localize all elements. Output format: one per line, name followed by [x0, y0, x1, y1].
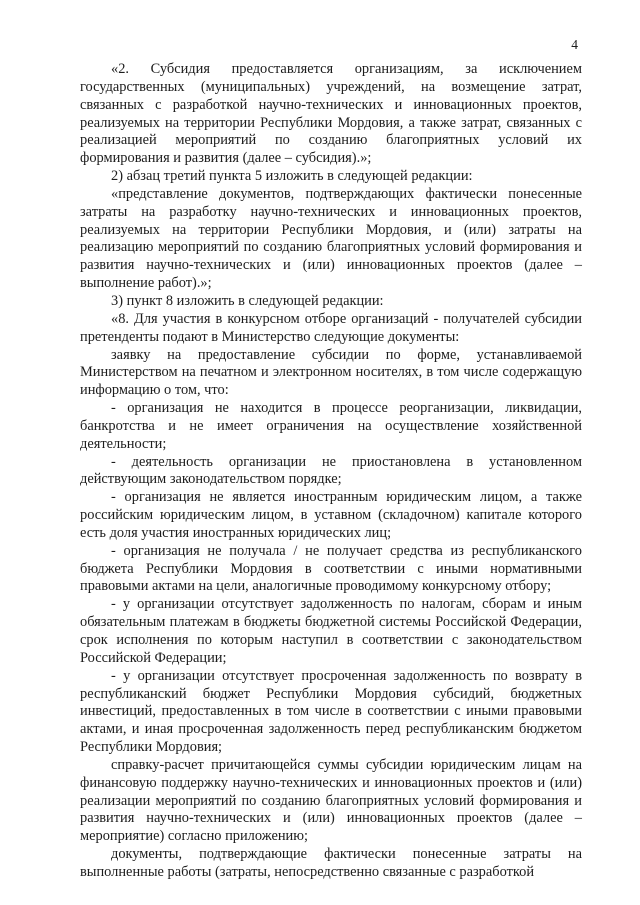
paragraph: 2) абзац третий пункта 5 изложить в следующей редакции:	[111, 168, 473, 185]
page-number: 4	[571, 37, 578, 52]
paragraph: «8. Для участия в конкурсном отборе организаций - получателей субсидии претенденты подают в Министерство следующие документы:	[80, 310, 582, 345]
paragraph: «представление документов, подтверждающих фактически понесенные затраты на разработку научно-технических и инновационных проектов, реализуемых на территории Республики Мордовия, и (или) затраты на реализацию мероприятий по созданию благоприятных условий формирования и развития научно-технических и (или) инновационных проектов (далее – выполнение работ).»;	[80, 185, 582, 292]
paragraph: справку-расчет причитающейся суммы субсидии юридическим лицам на финансовую поддержку научно-технических и инновационных проектов и (или) реализации мероприятий по созданию благоприятных условий формирования и развития научно-технических и (или) инновационных проектов (далее – мероприятие) согласно приложению;	[80, 756, 582, 845]
paragraph: заявку на предоставление субсидии по форме, устанавливаемой Министерством на печатном и электронном носителях, в том числе содержащую информацию о том, что:	[80, 346, 582, 399]
list-item: - у организации отсутствует просроченная задолженность по возврату в республиканский бюджет Республики Мордовия субсидий, бюджетных инвестиций, предоставленных в том числе в соответствии с иными правовыми актами, и иная просроченная задолженность перед республиканским бюджетом Республики Мордовия;	[80, 667, 582, 756]
list-item: - организация не находится в процессе реорганизации, ликвидации, банкротства и не имеет ограничения на осуществление хозяйственной деятельности;	[80, 400, 582, 452]
list-item: - организация не получала / не получает средства из республиканского бюджета Республики Мордовия в соответствии с иными нормативными правовыми актами на цели, аналогичные проводимому конкурсному отбору;	[80, 542, 582, 595]
document-body	[80, 61, 582, 882]
list-item: - у организации отсутствует задолженность по налогам, сборам и иным обязательным платежам в бюджеты бюджетной системы Российской Федерации, срок исполнения по которым наступил в соответствии с законодательством Российской Федерации;	[80, 596, 582, 666]
paragraph: «2. Субсидия предоставляется организациям, за исключением государственных (муниципальных) учреждений, на возмещение затрат, связанных с разработкой научно-технических и инновационных проектов, реализуемых на территории Республики Мордовия, а также затрат, связанных с реализацией мероприятий по созданию благоприятных условий их формирования и развития (далее – субсидия).»;	[80, 61, 582, 167]
list-item: - деятельность организации не приостановлена в установленном действующим законодательством порядке;	[80, 453, 582, 488]
list-item: - организация не является иностранным юридическим лицом, а также российским юридическим лицом, в уставном (складочном) капитале которого есть доля участия иностранных юридических лиц;	[80, 489, 582, 541]
paragraph: документы, подтверждающие фактически понесенные затраты на выполненные работы (затраты, непосредственно связанные с разработкой	[80, 846, 582, 880]
paragraph: 3) пункт 8 изложить в следующей редакции:	[111, 292, 384, 309]
